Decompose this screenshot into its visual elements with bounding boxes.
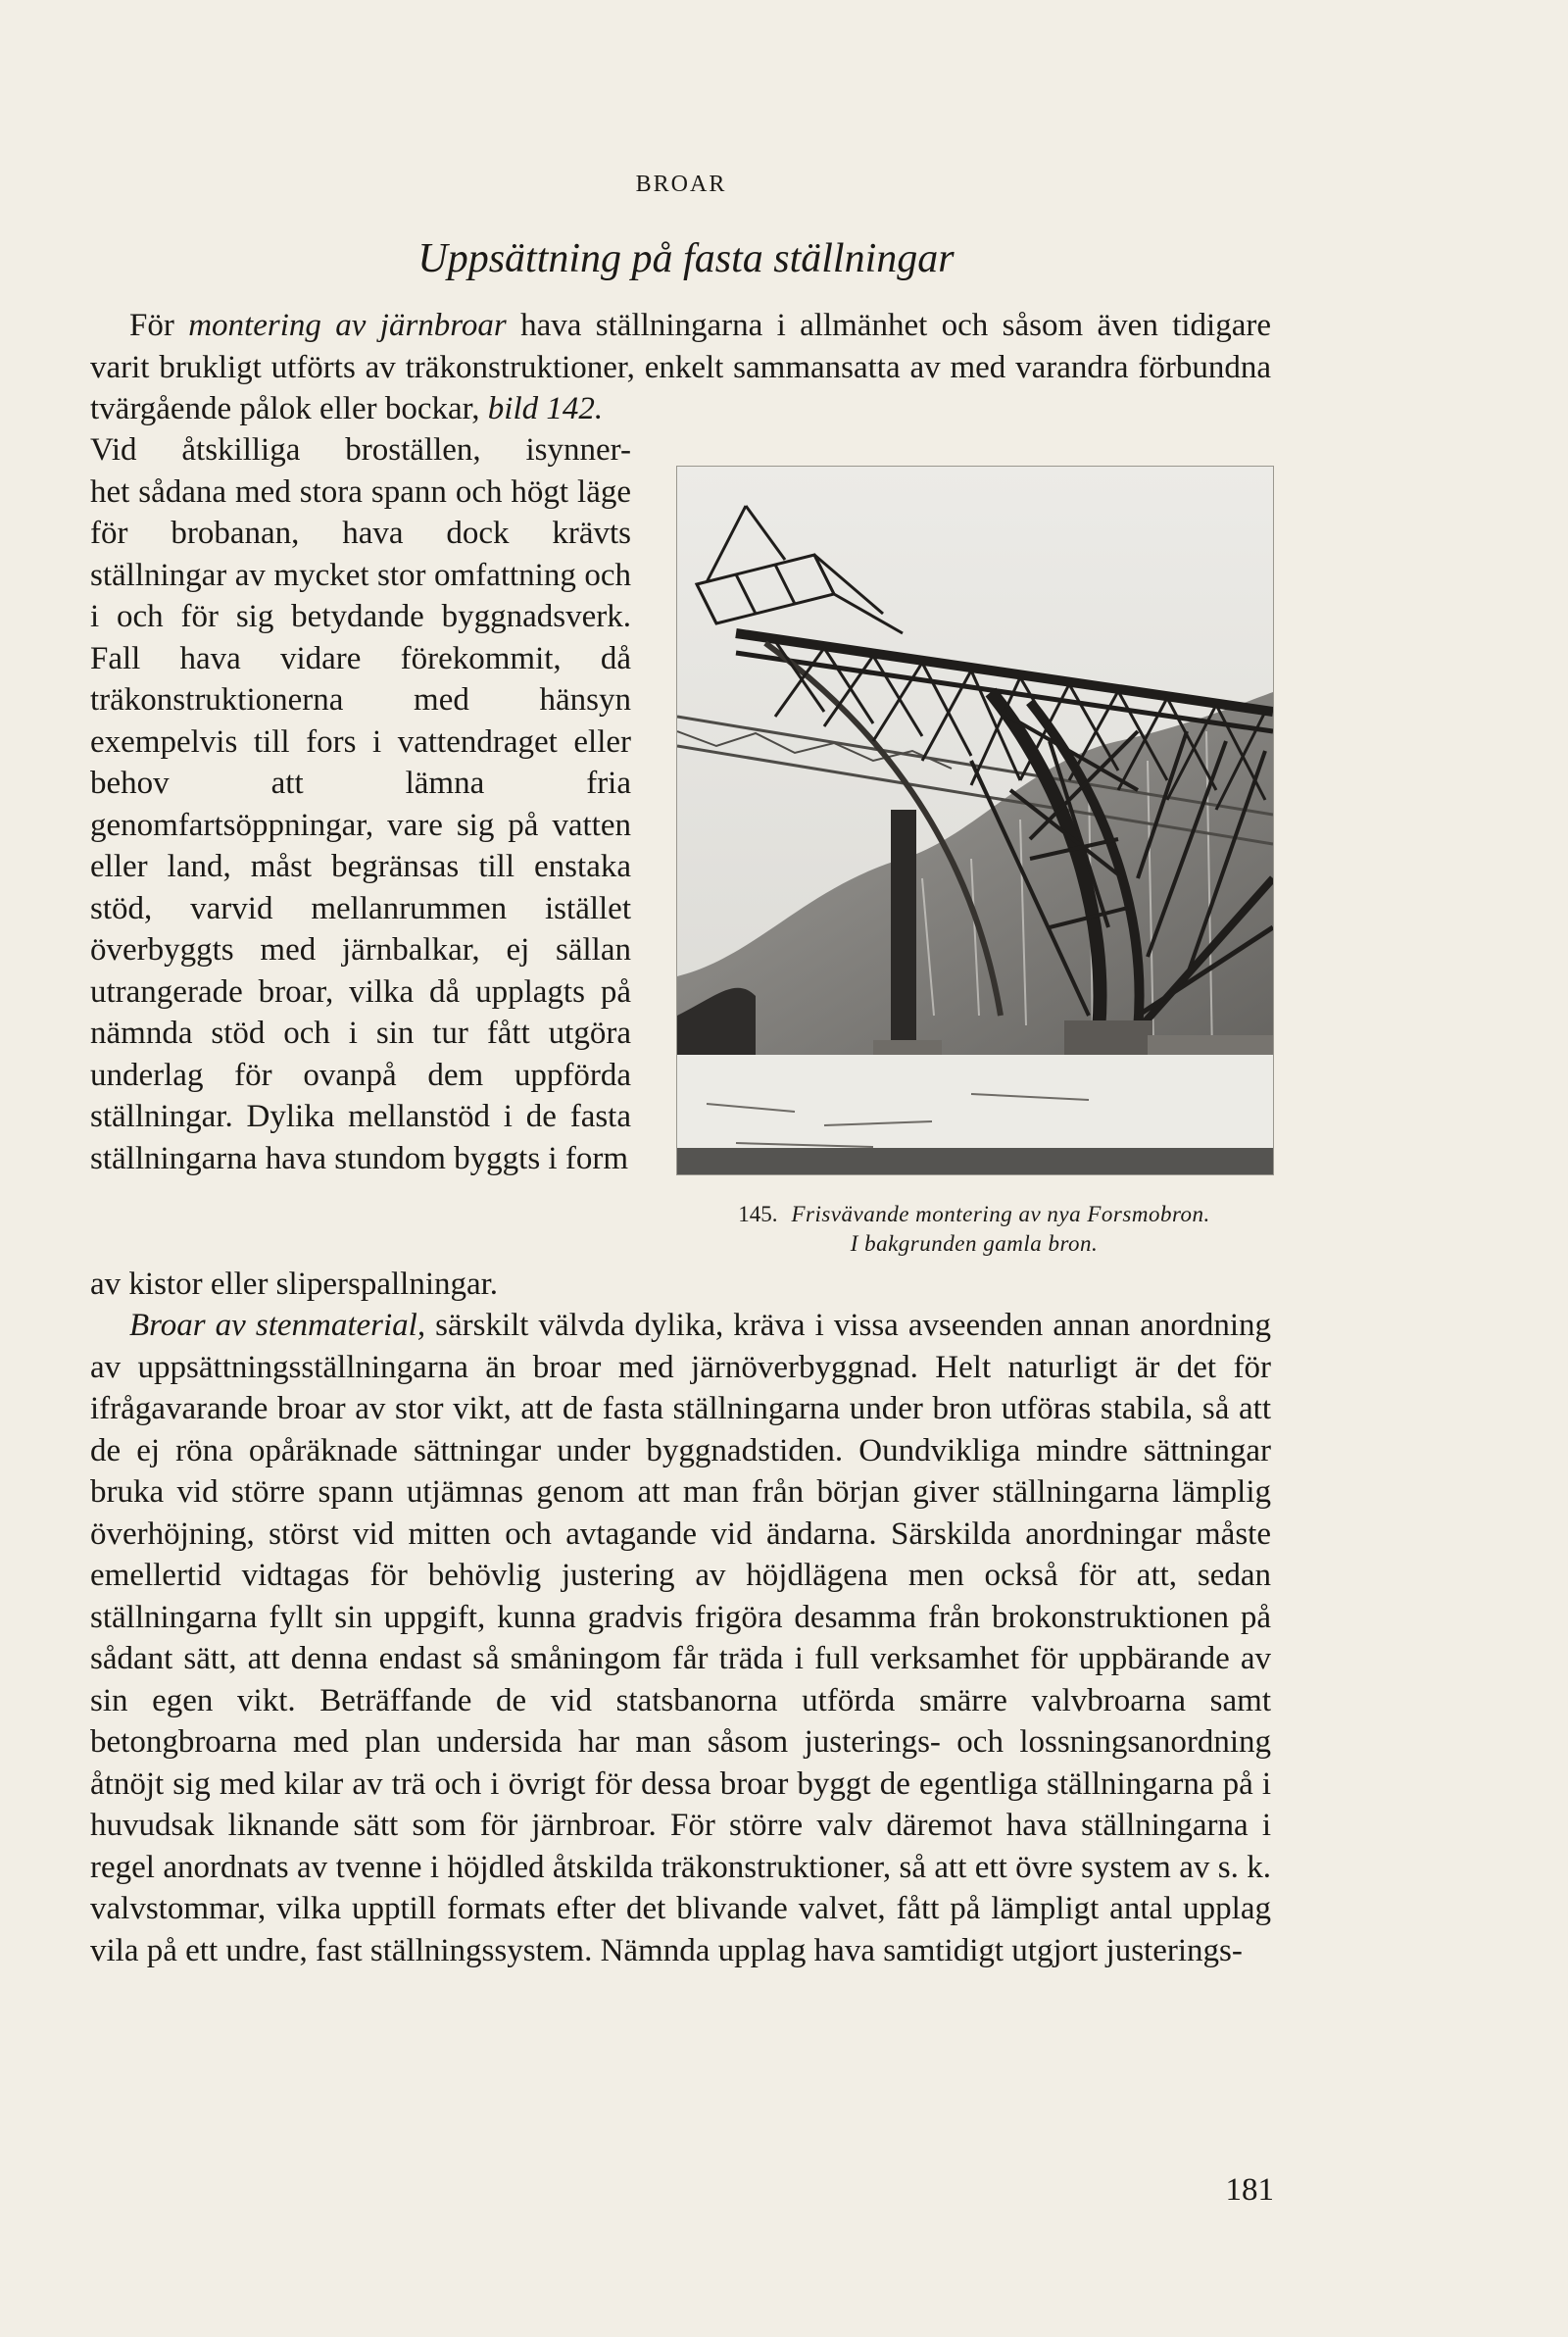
caption-text-2: I bakgrunden gamla bron.	[850, 1231, 1099, 1256]
paragraph-1-text-a: För	[129, 308, 189, 343]
paragraph-2-text: het sådana med stora spann och högt läge för brobanan, hava dock krävts ställningar av mycket stor omfattning och i och för sig betydande byggnadsverk. Fall hava vidare förekommit, då träkonstruktionerna med hänsyn exempelvis till fors i vattendraget eller behov att lämna fria genomfartsöppningar, vare sig på vatten eller land, måst begränsas till enstaka stöd, varvid mellanrummen istället överbyggts med järnbalkar, ej sällan utrangerade broar, vilka då upplagts på nämnda stöd och i sin tur fått utgöra underlag för ovanpå dem uppförda ställningar. Dylika mellanstöd i de fasta ställningarna hava stundom byggts i form	[90, 473, 631, 1176]
paragraph-2-lead: Vid åtskilliga broställen, isynner-	[90, 432, 631, 468]
caption-line-1	[671, 1200, 1277, 1229]
paragraph-3: av kistor eller sliperspallningar.	[90, 1267, 499, 1302]
figure-caption	[671, 1200, 1277, 1259]
caption-text-1: Frisvävande montering av nya Forsmobron.	[791, 1202, 1210, 1226]
running-head: BROAR	[635, 172, 727, 197]
figure-reference: bild 142.	[487, 391, 604, 426]
paragraph-4	[90, 1305, 1271, 1971]
figure-number: 145.	[738, 1202, 778, 1226]
caption-line-2	[671, 1229, 1277, 1259]
page-number: 181	[1225, 2172, 1274, 2208]
open-water	[677, 1148, 1273, 1174]
paragraph-1-text-b: hava ställningarna i allmänhet och såsom även tidigare varit brukligt utförts av träkonstruktioner, enkelt sammansatta av med varandra förbundna tvärgående pålok eller bockar,	[90, 308, 1271, 426]
paragraph-4-emphasis: Broar av stenmaterial,	[129, 1308, 426, 1343]
paragraph-4-text: särskilt välvda dylika, kräva i vissa avseenden annan anordning av uppsättningsställningarna än broar med järnöverbyggnad. Helt naturligt är det för ifrågavarande broar av stor vikt, att de fasta ställningarna under bron utföras stabila, så att de ej röna opåräknade sättningar under byggnadstiden. Oundvikliga mindre sättningar bruka vid större spann utjämnas genom att man från början giver ställningarna lämplig överhöjning, störst vid mitten och avtagande vid ändarna. Särskilda anordningar måste emellertid vidtagas för behövlig justering av höjdlägena men också för att, sedan ställningarna fyllt sin uppgift, kunna gradvis frigöra desamma från brokonstruktionen på sådant sätt, att denna endast så småningom får träda i full verksamhet för uppbärande av sin egen vikt. Beträffande de vid statsbanorna utförda smärre valvbroarna samt betongbroarna med plan undersida har man såsom justerings- och lossningsanordning åtnöjt sig med kilar av trä och i övrigt för dessa broar byggt de egentliga ställningarna på i huvudsak liknande sätt som för järnbroar. För större valv däremot hava ställningarna i regel anordnats av tvenne i höjdled åtskilda träkonstruktioner, så att ett övre system av s. k. valvstommar, vilka upptill formats efter det blivande valvet, fått på lämpligt antal upplag vila på ett undre, fast ställningssystem. Nämnda upplag hava samtidigt utgjort justerings-	[90, 1308, 1271, 1968]
section-title: Uppsättning på fasta ställningar	[417, 236, 955, 281]
paragraph-2	[90, 429, 631, 1179]
bridge-photo-illustration	[677, 467, 1273, 1174]
paragraph-1	[90, 305, 1271, 430]
paragraph-1-emphasis-a: montering av järnbroar	[188, 308, 507, 343]
bridge-photograph	[676, 466, 1274, 1175]
